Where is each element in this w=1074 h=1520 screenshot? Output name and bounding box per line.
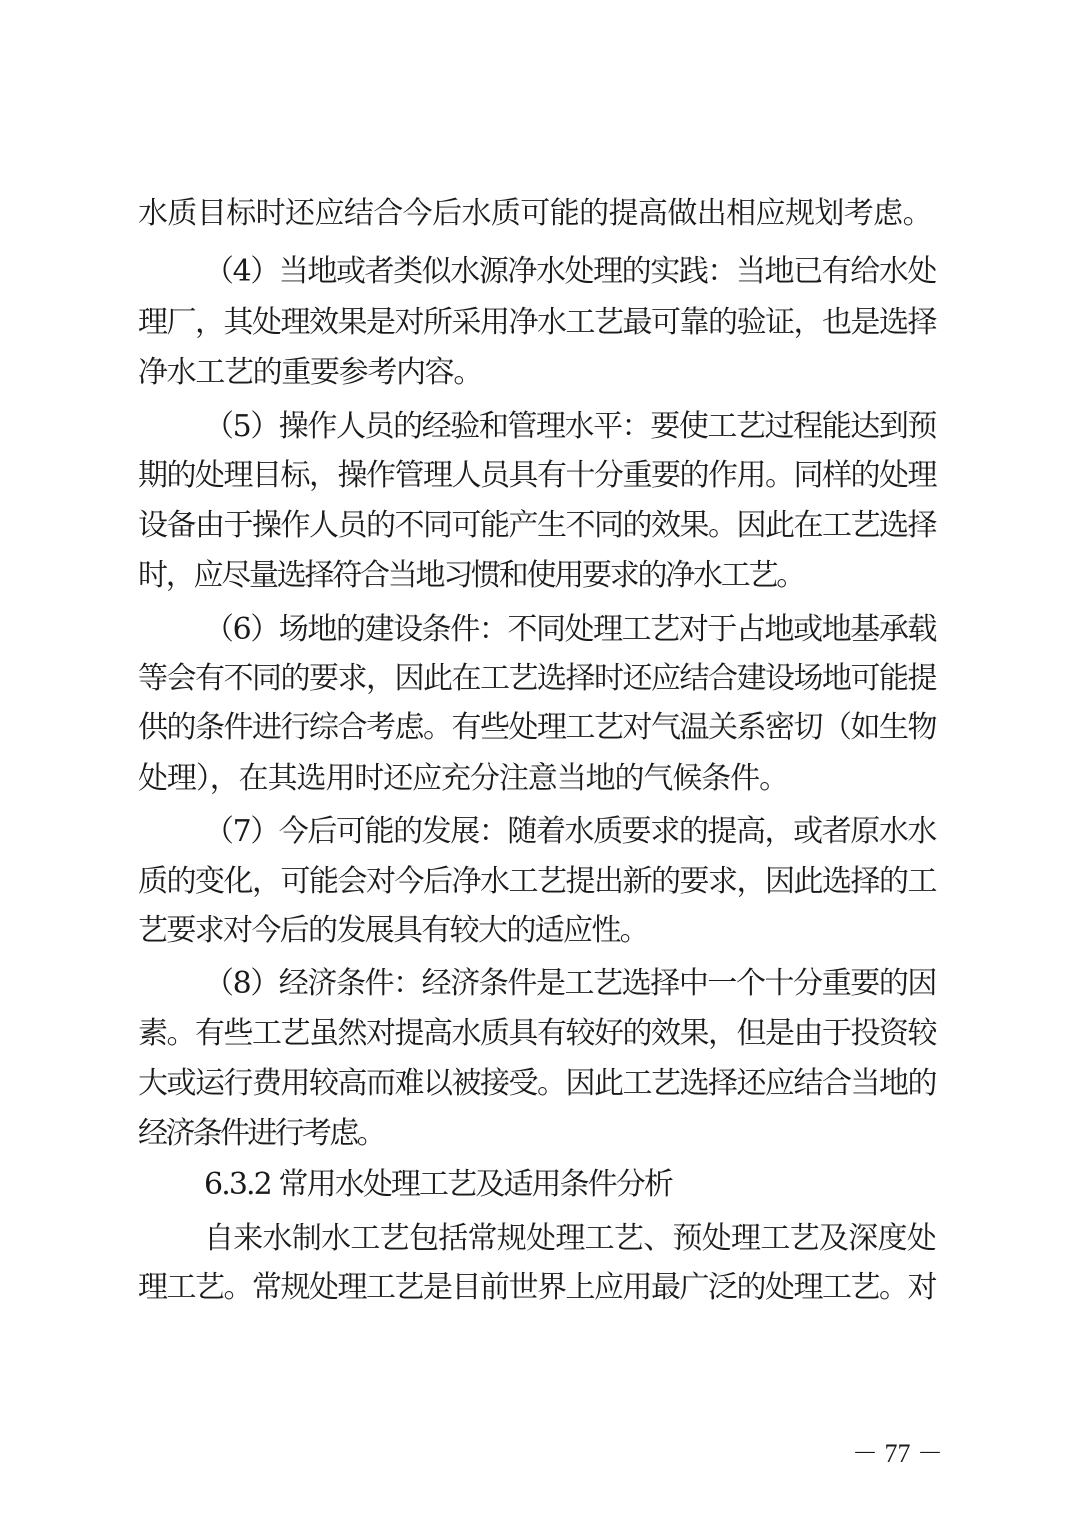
text-line-content: （6）场地的建设条件：不同处理工艺对于占地或地基承载 [204, 612, 936, 647]
text-line [0, 856, 1074, 908]
text-line [0, 1213, 1074, 1265]
text-line-content: 供的条件进行综合考虑。有些处理工艺对气温关系密切（如生物 [138, 710, 936, 745]
text-line-content: （8）经济条件：经济条件是工艺选择中一个十分重要的因 [204, 966, 936, 1001]
text-line-content: 素。有些工艺虽然对提高水质具有较好的效果，但是由于投资较 [138, 1016, 936, 1051]
text-line-content: 大或运行费用较高而难以被接受。因此工艺选择还应结合当地的 [138, 1066, 936, 1101]
text-line [0, 604, 1074, 656]
text-line-content: 经济条件进行考虑。 [138, 1116, 384, 1151]
text-line [0, 653, 1074, 705]
text-line-content: （4）当地或者类似水源净水处理的实践：当地已有给水处 [204, 254, 936, 289]
text-line-content: （7）今后可能的发展：随着水质要求的提高，或者原水水 [204, 814, 936, 849]
text-line [0, 450, 1074, 502]
text-line-content: 自来水制水工艺包括常规处理工艺、预处理工艺及深度处 [204, 1221, 936, 1256]
text-line [0, 1262, 1074, 1314]
text-line [0, 550, 1074, 602]
text-line [0, 500, 1074, 552]
text-line-content: 理工艺。常规处理工艺是目前世界上应用最广泛的处理工艺。对 [138, 1270, 936, 1305]
text-line [0, 246, 1074, 298]
text-line [0, 347, 1074, 399]
text-line [0, 1058, 1074, 1110]
text-line-content: 期的处理目标，操作管理人员具有十分重要的作用。同样的处理 [138, 458, 936, 493]
text-line [0, 297, 1074, 349]
text-line-content: 净水工艺的重要参考内容。 [138, 355, 482, 390]
text-line [0, 702, 1074, 754]
text-line-content: 艺要求对今后的发展具有较大的适应性。 [138, 913, 648, 948]
text-line-content: 处理），在其选用时还应充分注意当地的气候条件。 [138, 761, 788, 796]
text-line [0, 753, 1074, 805]
text-line [0, 1108, 1074, 1160]
text-line [0, 905, 1074, 957]
text-line-content: 水质目标时还应结合今后水质可能的提高做出相应规划考虑。 [138, 196, 932, 231]
text-line [0, 1008, 1074, 1060]
text-line [0, 188, 1074, 240]
page-number: － 77 － [852, 1439, 944, 1468]
text-line-content: （5）操作人员的经验和管理水平：要使工艺过程能达到预 [204, 409, 936, 444]
section-heading [0, 1159, 1074, 1211]
text-line-content: 设备由于操作人员的不同可能产生不同的效果。因此在工艺选择 [138, 508, 936, 543]
text-line-content: 时，应尽量选择符合当地习惯和使用要求的净水工艺。 [138, 558, 804, 593]
text-line-content: 质的变化，可能会对今后净水工艺提出新的要求，因此选择的工 [138, 864, 936, 899]
text-line [0, 958, 1074, 1010]
text-line-content: 等会有不同的要求，因此在工艺选择时还应结合建设场地可能提 [138, 661, 936, 696]
text-line [0, 806, 1074, 858]
text-line-content: 理厂，其处理效果是对所采用净水工艺最可靠的验证，也是选择 [138, 305, 936, 340]
text-line [0, 401, 1074, 453]
section-heading-text: 6.3.2 常用水处理工艺及适用条件分析 [204, 1167, 672, 1202]
